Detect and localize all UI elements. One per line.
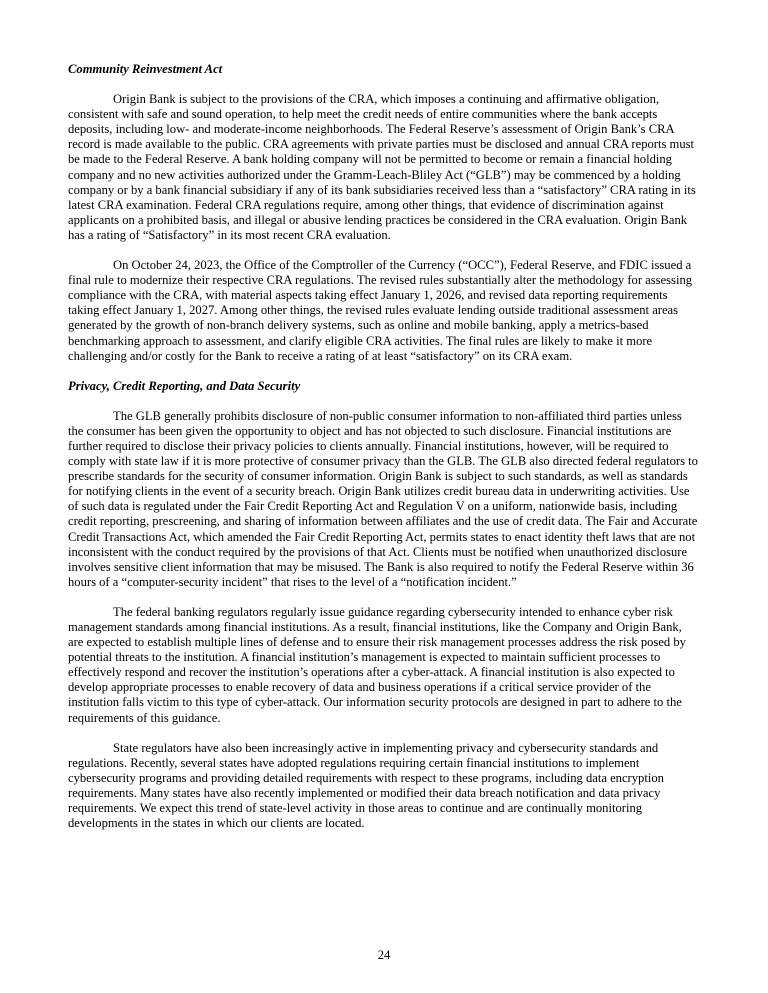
section-heading-privacy-credit-reporting-data-security: Privacy, Credit Reporting, and Data Security	[68, 378, 301, 393]
page-number: 24	[377, 947, 391, 962]
paragraph-state-regulators: State regulators have also been increasingly active in implementing privacy and cybersecurity standards and regulations. Recently, several states have adopted regulations requiring certain financial institutions to implement cybersecurity programs and providing detailed requirements with respect to these programs, including data encryption requirements. Many states have also recently implemented or modified their data breach notification and data privacy requirements. We expect this trend of state-level activity in those areas to continue and are continually monitoring developments in the states in which our clients are located.	[68, 740, 664, 831]
paragraph-cra-overview: Origin Bank is subject to the provisions of the CRA, which imposes a continuing and affirmative obligation, consistent with safe and sound operation, to help meet the credit needs of entire communities where the bank accepts deposits, including low- and moderate-income neighborhoods. The Federal Reserve’s assessment of Origin Bank’s CRA record is made available to the public. CRA agreements with private parties must be disclosed and annual CRA reports must be made to the Federal Reserve. A bank holding company will not be permitted to become or remain a financial holding company and no new activities authorized under the Gramm-Leach-Bliley Act (“GLB”) may be commenced by a holding company or by a bank financial subsidiary if any of its bank subsidiaries received less than a “satisfactory” CRA rating in its latest CRA examination. Federal CRA regulations require, among other things, that evidence of discrimination against applicants on a prohibited basis, and illegal or abusive lending practices be considered in the CRA evaluation. Origin Bank has a rating of “Satisfactory” in its most recent CRA evaluation.	[68, 92, 696, 242]
paragraph-cra-final-rule: On October 24, 2023, the Office of the Comptroller of the Currency (“OCC”), Federal Reserve, and FDIC issued a final rule to modernize their respective CRA regulations. The revised rules substantially alter the methodology for assessing compliance with the CRA, with material aspects taking effect January 1, 2026, and revised data reporting requirements taking effect January 1, 2027. Among other things, the revised rules evaluate lending outside traditional assessment areas generated by the growth of non-branch delivery systems, such as online and mobile banking, apply a metrics-based benchmarking approach to assessment, and clarify eligible CRA activities. The final rules are likely to make it more challenging and/or costly for the Bank to receive a rating of at least “satisfactory” on its CRA exam.	[68, 258, 693, 363]
paragraph-cybersecurity-guidance: The federal banking regulators regularly issue guidance regarding cybersecurity intended to enhance cyber risk management standards among financial institutions. As a result, financial institutions, like the Company and Origin Bank, are expected to establish multiple lines of defense and to ensure their risk management processes address the risk posed by potential threats to the institution. A financial institution’s management is expected to maintain sufficient processes to effectively respond and recover the institution’s operations after a cyber-attack. A financial institution is also expected to develop appropriate processes to enable recovery of data and business operations if a critical service provider of the institution falls victim to this type of cyber-attack. Our information security protocols are designed in part to adhere to the requirements of this guidance.	[68, 604, 686, 725]
paragraph-glb-privacy: The GLB generally prohibits disclosure of non-public consumer information to non-affiliated third parties unless the consumer has been given the opportunity to object and has not objected to such disclosure. Financial institutions are further required to disclose their privacy policies to clients annually. Financial institutions, however, will be required to comply with state law if it is more protective of consumer privacy than the GLB. The GLB also directed federal regulators to prescribe standards for the security of consumer information. Origin Bank is subject to such standards, as well as standards for notifying clients in the event of a security breach. Origin Bank utilizes credit bureau data in underwriting activities. Use of such data is regulated under the Fair Credit Reporting Act and Regulation V on a uniform, nationwide basis, including credit reporting, prescreening, and sharing of information between affiliates and the use of credit data. The Fair and Accurate Credit Transactions Act, which amended the Fair Credit Reporting Act, permits states to enact identity theft laws that are not inconsistent with the conduct required by the provisions of that Act. Clients must be notified when unauthorized disclosure involves sensitive client information that may be misused. The Bank is also required to notify the Federal Reserve within 36 hours of a “computer-security incident” that rises to the level of a “notification incident.”	[68, 408, 698, 589]
section-heading-community-reinvestment-act: Community Reinvestment Act	[68, 62, 223, 76]
